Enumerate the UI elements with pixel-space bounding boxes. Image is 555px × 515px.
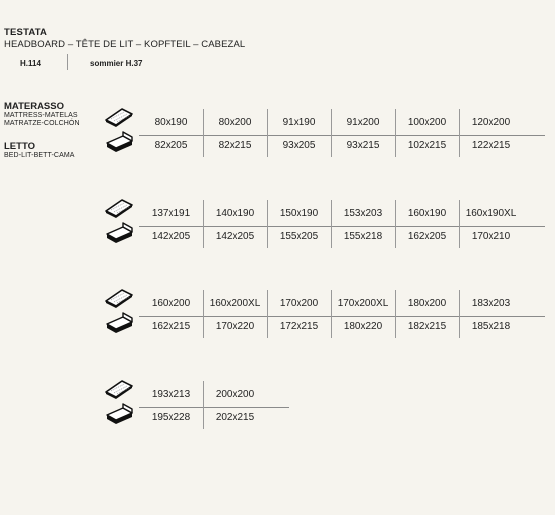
mattress-icon [104,378,134,400]
page-title: TESTATA [4,27,48,38]
bed-size-cell: 182x215 [407,321,447,332]
bed-size-cell: 180x220 [343,321,383,332]
row-divider [139,135,545,136]
bed-frame-icon [104,403,134,425]
bed-size-cell: 155x205 [279,231,319,242]
mattress-size-cell: 120x200 [471,117,511,128]
mattress-size-cell: 80x200 [218,117,252,128]
bed-size-cell: 142x205 [215,231,255,242]
mattress-size-cell: 180x200 [407,298,447,309]
mattress-size-cell: 193x213 [151,389,191,400]
sommier-label: sommier H.37 [90,59,143,68]
bed-size-cell: 162x205 [407,231,447,242]
bed-size-cell: 142x205 [151,231,191,242]
bed-size-cell: 195x228 [151,412,191,423]
bed-size-cell: 172x215 [279,321,319,332]
mattress-size-cell: 153x203 [343,208,383,219]
bed-size-cell: 82x205 [154,140,188,151]
mattress-size-cell: 100x200 [407,117,447,128]
mattress-size-cell: 200x200 [215,389,255,400]
mattress-size-cell: 80x190 [154,117,188,128]
bed-size-cell: 93x205 [282,140,316,151]
mattress-size-cell: 160x190 [407,208,447,219]
page-subtitle: HEADBOARD – TÊTE DE LIT – KOPFTEIL – CABEZAL [4,39,246,50]
mattress-size-cell: 160x200XL [209,298,261,309]
bed-size-cell: 82x215 [218,140,252,151]
row-divider [139,226,545,227]
bed-size-cell: 202x215 [215,412,255,423]
mattress-size-cell: 91x200 [346,117,380,128]
mattress-icon [104,106,134,128]
mattress-size-cell: 150x190 [279,208,319,219]
mattress-size-cell: 160x200 [151,298,191,309]
height-label: H.114 [20,59,41,68]
bed-size-cell: 122x215 [471,140,511,151]
mattress-icon [104,197,134,219]
row-divider [139,316,545,317]
mattress-size-cell: 160x190XL [465,208,517,219]
mattress-size-cell: 137x191 [151,208,191,219]
materasso-sub-label-1: MATTRESS-MATELAS [4,112,78,119]
mattress-size-cell: 91x190 [282,117,316,128]
bed-size-cell: 170x210 [471,231,511,242]
bed-size-cell: 162x215 [151,321,191,332]
letto-label: LETTO [4,141,35,152]
mattress-size-cell: 170x200 [279,298,319,309]
bed-size-cell: 185x218 [471,321,511,332]
mattress-size-cell: 183x203 [471,298,511,309]
bed-frame-icon [104,131,134,153]
mattress-size-cell: 140x190 [215,208,255,219]
letto-sub-label: BED-LIT-BETT-CAMA [4,152,75,159]
materasso-label: MATERASSO [4,101,64,112]
bed-size-cell: 93x215 [346,140,380,151]
bed-size-cell: 170x220 [215,321,255,332]
row-divider [139,407,289,408]
header-divider [67,54,68,70]
mattress-size-cell: 170x200XL [337,298,389,309]
mattress-icon [104,287,134,309]
bed-size-cell: 102x215 [407,140,447,151]
materasso-sub-label-2: MATRATZE-COLCHÓN [4,120,80,127]
bed-frame-icon [104,312,134,334]
bed-frame-icon [104,222,134,244]
bed-size-cell: 155x218 [343,231,383,242]
